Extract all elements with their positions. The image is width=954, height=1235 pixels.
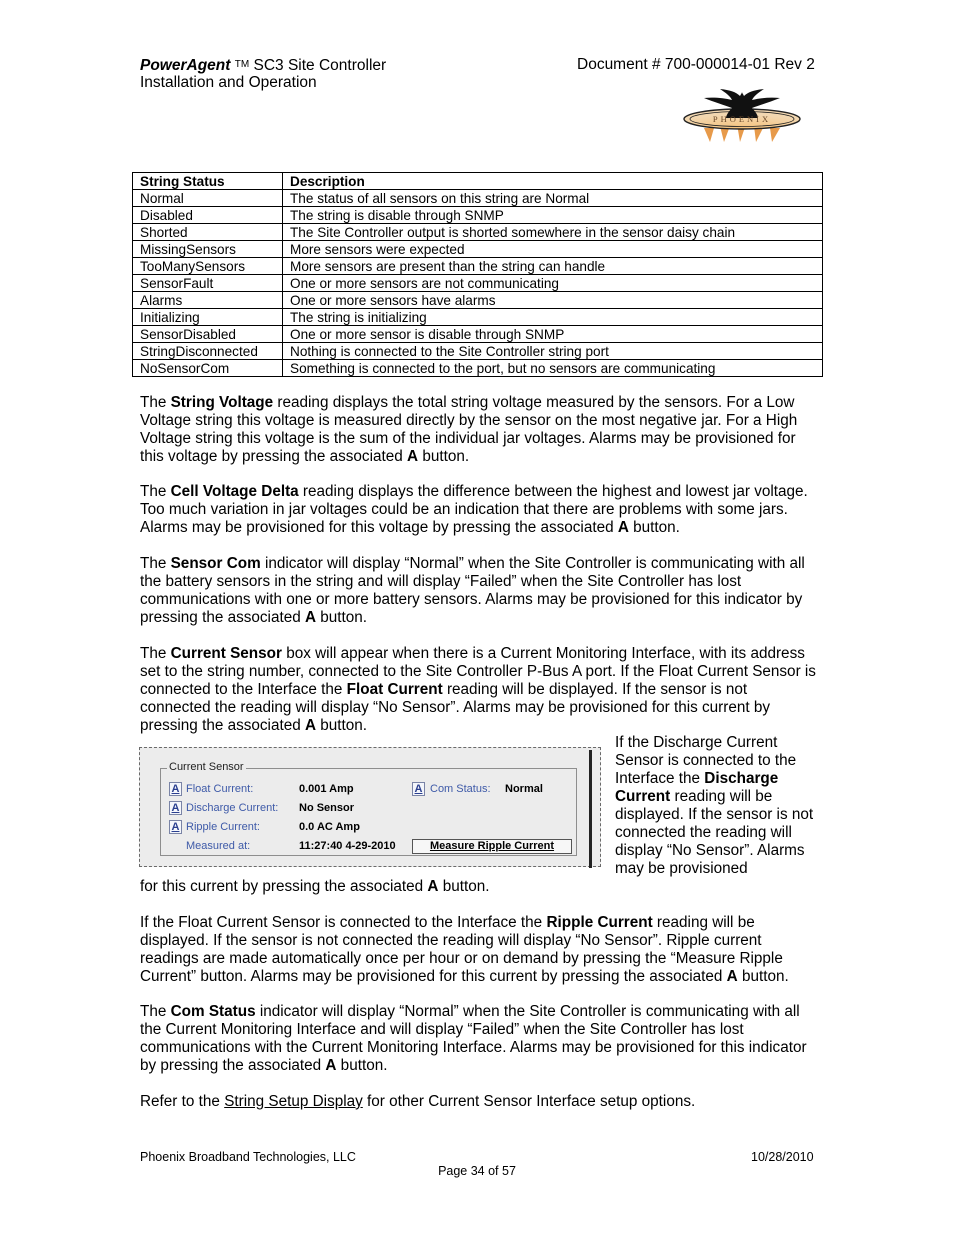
table-row: [133, 224, 823, 241]
text: button.: [316, 717, 368, 734]
text: The: [140, 645, 171, 662]
text: If the Discharge Current Sensor is connected to the Interface the: [615, 734, 797, 787]
measure-ripple-current-button[interactable]: Measure Ripple Current: [412, 839, 572, 854]
a-button-ref: A: [407, 448, 419, 465]
com-status-label: Com Status:: [430, 783, 491, 795]
paragraph-discharge-current: [615, 734, 815, 878]
col-header-string-status: String Status: [133, 173, 283, 190]
measured-at-label: Measured at:: [186, 840, 251, 852]
text: The: [140, 394, 171, 411]
description-cell: More sensors are present than the string can handle: [283, 258, 823, 275]
table-row: [133, 207, 823, 224]
status-cell: Shorted: [133, 224, 283, 241]
paragraph-discharge-current-cont: [140, 878, 820, 896]
text: for this current by pressing the associated: [140, 878, 428, 895]
paragraph-current-sensor: [140, 645, 820, 735]
status-cell: Disabled: [133, 207, 283, 224]
discharge-current-label: Discharge Current:: [186, 802, 279, 814]
footer-date: 10/28/2010: [751, 1150, 814, 1164]
text: reading displays the total string voltage measured by the sensors. For a Low Voltage string this voltage is measured directly by the sensor on the most negative jar. For a High Voltage string this voltage is the sum of the individual jar voltages. Alarms may be provisioned for this voltage by pressing the associated: [140, 394, 798, 465]
term-string-voltage: String Voltage: [170, 394, 274, 411]
status-cell: StringDisconnected: [133, 343, 283, 360]
table-row: [133, 190, 823, 207]
table-header-row: [133, 173, 823, 190]
ripple-current-value: 0.0 AC Amp: [299, 821, 360, 833]
text: reading will be displayed. If the sensor is not connected the reading will display “No Sensor”. Alarms may be provisioned: [615, 788, 814, 877]
table-row: [133, 343, 823, 360]
brand-name: PowerAgent: [140, 57, 231, 74]
description-cell: Something is connected to the port, but no sensors are communicating: [283, 360, 823, 377]
paragraph-ripple-current: [140, 914, 820, 986]
ripple-current-label: Ripple Current:: [186, 821, 260, 833]
string-status-table: [132, 172, 823, 377]
com-status-value: Normal: [505, 783, 543, 795]
a-button-ref: A: [304, 609, 317, 626]
a-button-ref: A: [304, 717, 317, 734]
status-cell: NoSensorCom: [133, 360, 283, 377]
text: The: [140, 483, 171, 500]
status-cell: SensorFault: [133, 275, 283, 292]
term-discharge-current: Discharge Current: [615, 770, 779, 805]
text: If the Float Current Sensor is connected to the Interface the: [140, 914, 547, 931]
text: for other Current Sensor Interface setup options.: [362, 1093, 696, 1110]
discharge-current-value: No Sensor: [299, 802, 355, 814]
phoenix-logo: [680, 88, 804, 144]
table-row: [133, 292, 823, 309]
paragraph-sensor-com: [140, 555, 820, 627]
col-header-description: Description: [283, 173, 823, 190]
text: button.: [418, 448, 470, 465]
term-current-sensor: Current Sensor: [170, 645, 282, 662]
a-button-ref: A: [427, 878, 439, 895]
text: button.: [336, 1057, 388, 1074]
header-subtitle: Installation and Operation: [140, 74, 317, 91]
text: Refer to the: [140, 1093, 225, 1110]
paragraph-cell-voltage-delta: [140, 483, 820, 537]
document-number: Document # 700-000014-01 Rev 2: [577, 56, 815, 73]
term-float-current: Float Current: [346, 681, 443, 698]
status-cell: SensorDisabled: [133, 326, 283, 343]
table-row: [133, 275, 823, 292]
table-row: [133, 309, 823, 326]
term-cell-voltage-delta: Cell Voltage Delta: [170, 483, 299, 500]
product-name: SC3 Site Controller: [249, 57, 387, 74]
paragraph-refer: [140, 1093, 820, 1111]
status-cell: TooManySensors: [133, 258, 283, 275]
status-cell: Alarms: [133, 292, 283, 309]
screenshot-right-edge: [589, 750, 592, 868]
paragraph-com-status: [140, 1003, 820, 1075]
table-row: [133, 360, 823, 377]
text: button.: [438, 878, 490, 895]
text: box will appear when there is a Current Monitoring Interface, with its address set to the string number, connected to the Site Controller P-Bus A port. If the Float Current Sensor is connected to the Interface the: [140, 645, 816, 698]
a-button-ref: A: [726, 968, 738, 985]
text: The: [140, 1003, 171, 1020]
current-sensor-screenshot: [139, 747, 601, 867]
logo-text: PHOENIX: [712, 114, 772, 124]
table-row: [133, 258, 823, 275]
term-ripple-current: Ripple Current: [546, 914, 653, 931]
description-cell: More sensors were expected: [283, 241, 823, 258]
text: indicator will display “Normal” when the Site Controller is communicating with all the battery sensors in the string and will display “Failed” when the Site Controller has lost communications with one or more battery sensors. Alarms may be provisioned for this indicator by pressing the associated: [140, 555, 805, 626]
description-cell: Nothing is connected to the Site Controller string port: [283, 343, 823, 360]
float-current-alarm-button[interactable]: A: [169, 782, 182, 796]
term-com-status: Com Status: [170, 1003, 256, 1020]
description-cell: The string is initializing: [283, 309, 823, 326]
text: button.: [316, 609, 368, 626]
com-status-alarm-button[interactable]: A: [412, 782, 425, 796]
footer-company: Phoenix Broadband Technologies, LLC: [140, 1150, 356, 1164]
text: button.: [737, 968, 789, 985]
text: reading will be displayed. If the sensor is not connected the reading will display “No Sensor”. Ripple current readings are made automatically once per hour or on demand by pressing the “Measure Ripple Current” button. Alarms may be provisioned for this current by pressing the associated: [140, 914, 783, 985]
text: button.: [628, 519, 680, 536]
trademark: TM: [234, 59, 250, 70]
measured-at-value: 11:27:40 4-29-2010: [299, 840, 396, 852]
float-current-label: Float Current:: [186, 783, 254, 795]
table-row: [133, 241, 823, 258]
description-cell: The status of all sensors on this string are Normal: [283, 190, 823, 207]
description-cell: The Site Controller output is shorted somewhere in the sensor daisy chain: [283, 224, 823, 241]
status-cell: Normal: [133, 190, 283, 207]
status-cell: Initializing: [133, 309, 283, 326]
description-cell: The string is disable through SNMP: [283, 207, 823, 224]
groupbox-title: Current Sensor: [169, 761, 244, 773]
term-sensor-com: Sensor Com: [170, 555, 261, 572]
text: reading displays the difference between the highest and lowest jar voltage. Too much variation in jar voltages could be an indication that there are problems with some jars. Alarms may be provisioned for this voltage by pressing the associated: [140, 483, 808, 536]
header-title: [140, 56, 386, 75]
status-cell: MissingSensors: [133, 241, 283, 258]
description-cell: One or more sensors have alarms: [283, 292, 823, 309]
ripple-current-alarm-button[interactable]: A: [169, 820, 182, 834]
table-row: [133, 326, 823, 343]
float-current-value: 0.001 Amp: [299, 783, 354, 795]
a-button-ref: A: [325, 1057, 337, 1074]
text: The: [140, 555, 171, 572]
paragraph-string-voltage: [140, 394, 820, 466]
text: reading will be displayed. If the sensor is not connected the reading will display “No Sensor”. Alarms may be provisioned for this current by pressing the associated: [140, 681, 771, 734]
discharge-current-alarm-button[interactable]: A: [169, 801, 182, 815]
string-setup-display-link[interactable]: String Setup Display: [224, 1093, 363, 1110]
text: indicator will display “Normal” when the Site Controller is communicating with all the Current Monitoring Interface and will display “Failed” when the Site Controller has lost communications with the Current Monitoring Interface. Alarms may be provisioned for this indicator by pressing the associated: [140, 1003, 807, 1074]
a-button-ref: A: [617, 519, 629, 536]
footer-page-number: Page 34 of 57: [438, 1164, 516, 1178]
description-cell: One or more sensor is disable through SNMP: [283, 326, 823, 343]
description-cell: One or more sensors are not communicating: [283, 275, 823, 292]
